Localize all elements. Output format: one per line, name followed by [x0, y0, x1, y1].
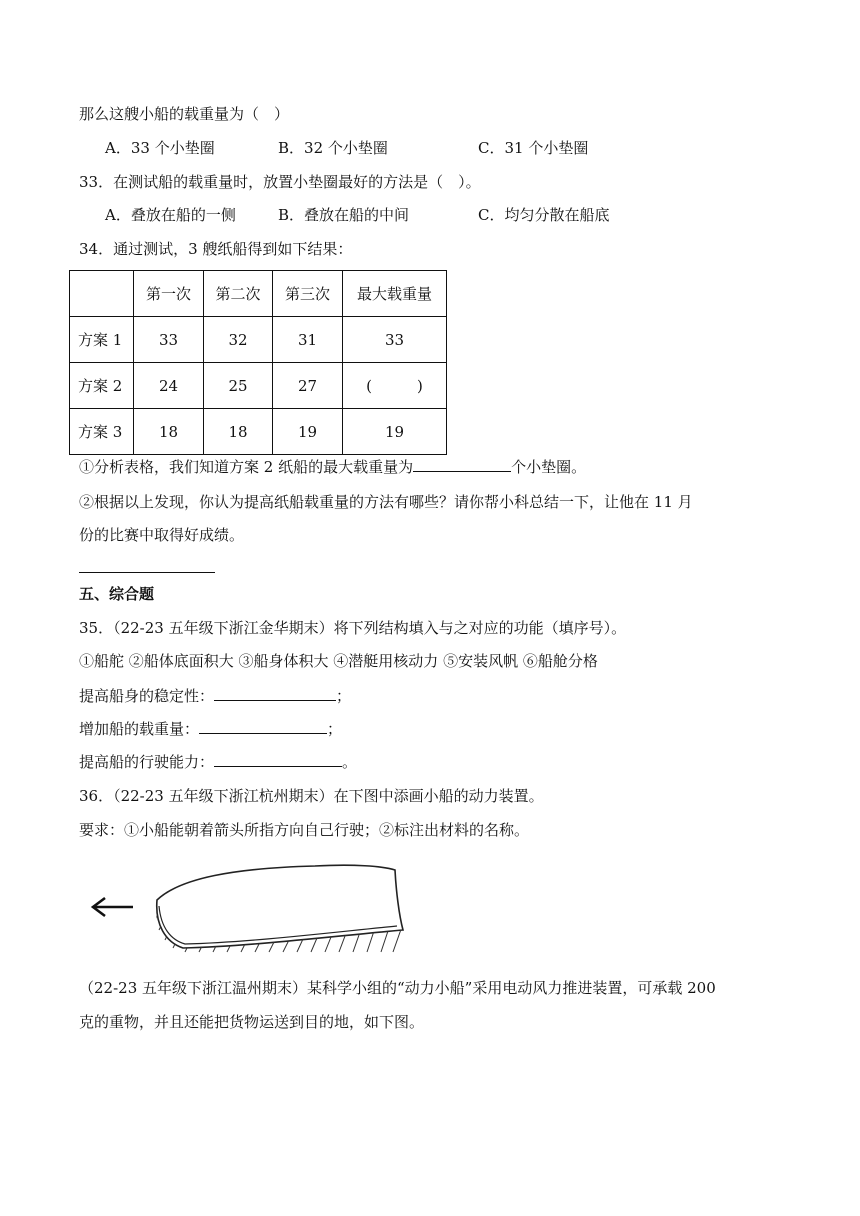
paper-boat-drawing: [155, 865, 405, 952]
table-header-cell: 第一次: [134, 271, 204, 317]
table-header-cell: 最大载重量: [343, 271, 447, 317]
q35-stem: 35．（22-23 五年级下浙江金华期末）将下列结构填入与之对应的功能（填序号）。: [79, 619, 627, 637]
answer-blank[interactable]: [199, 717, 327, 734]
q34-part2-line2: 份的比赛中取得好成绩。: [79, 526, 245, 544]
table-cell: 19: [273, 409, 343, 455]
q34-part2-line1: ②根据以上发现，你认为提高纸船载重量的方法有哪些？请你帮小科总结一下，让他在 11 月: [79, 493, 693, 511]
q33-stem: 33．在测试船的载重量时，放置小垫圈最好的方法是（ ）。: [79, 173, 481, 191]
q36-requirement: 要求：①小船能朝着箭头所指方向自己行驶；②标注出材料的名称。: [79, 821, 530, 839]
answer-blank[interactable]: [214, 684, 336, 701]
section-title: 五、综合题: [79, 585, 155, 603]
q36-stem: 36．（22-23 五年级下浙江杭州期末）在下图中添画小船的动力装置。: [79, 787, 544, 805]
q35-function-2: [79, 717, 342, 740]
punctuation: ；: [336, 687, 352, 705]
answer-blank[interactable]: [214, 750, 342, 767]
table-cell: 33: [343, 317, 447, 363]
punctuation: ；: [327, 720, 343, 738]
q35-items: ①船舵 ②船体底面积大 ③船身体积大 ④潜艇用核动力 ⑤安装风帆 ⑥船舱分格: [79, 652, 598, 670]
results-table: [69, 270, 447, 455]
left-arrow-icon: [93, 898, 133, 916]
punctuation: 。: [342, 753, 358, 771]
table-header-cell: 第三次: [273, 271, 343, 317]
q37-line1: （22-23 五年级下浙江温州期末）某科学小组的“动力小船”采用电动风力推进装置，可承载 200: [79, 979, 716, 997]
q34-part1-unit: 个小垫圈。: [511, 458, 587, 476]
table-answer-cell[interactable]: ( ): [343, 363, 447, 409]
table-header-cell: 第二次: [204, 271, 273, 317]
table-row: [70, 363, 447, 409]
q34-part1-text: ①分析表格，我们知道方案 2 纸船的最大载重量为: [79, 458, 414, 476]
q34-part1: [79, 455, 586, 478]
answer-line[interactable]: [79, 572, 215, 573]
table-cell: 24: [134, 363, 204, 409]
answer-blank[interactable]: [413, 455, 511, 472]
table-cell: 18: [134, 409, 204, 455]
q32-option-c: C．31 个小垫圈: [478, 139, 589, 157]
table-row-label: 方案 3: [70, 409, 134, 455]
boat-figure: [85, 860, 415, 960]
q33-option-b: B．叠放在船的中间: [278, 206, 410, 224]
table-row: [70, 409, 447, 455]
table-row: [70, 317, 447, 363]
table-header-row: [70, 271, 447, 317]
q32-option-a: A．33 个小垫圈: [105, 139, 215, 157]
table-cell: 27: [273, 363, 343, 409]
function-label: 增加船的载重量：: [79, 720, 200, 738]
function-label: 提高船的行驶能力：: [79, 753, 215, 771]
table-cell: 19: [343, 409, 447, 455]
table-row-label: 方案 2: [70, 363, 134, 409]
q37-line2: 克的重物，并且还能把货物运送到目的地，如下图。: [79, 1013, 425, 1031]
table-header-cell: [70, 271, 134, 317]
q32-option-b: B．32 个小垫圈: [278, 139, 388, 157]
table-cell: 32: [204, 317, 273, 363]
q35-function-3: [79, 750, 357, 773]
table-row-label: 方案 1: [70, 317, 134, 363]
table-cell: 31: [273, 317, 343, 363]
q33-option-c: C．均匀分散在船底: [478, 206, 610, 224]
table-cell: 33: [134, 317, 204, 363]
q33-option-a: A．叠放在船的一侧: [105, 206, 236, 224]
q34-stem: 34．通过测试，3 艘纸船得到如下结果：: [79, 240, 353, 258]
q32-stem: 那么这艘小船的载重量为（ ）: [79, 105, 290, 123]
table-cell: 25: [204, 363, 273, 409]
function-label: 提高船身的稳定性：: [79, 687, 215, 705]
q35-function-1: [79, 684, 351, 707]
table-cell: 18: [204, 409, 273, 455]
